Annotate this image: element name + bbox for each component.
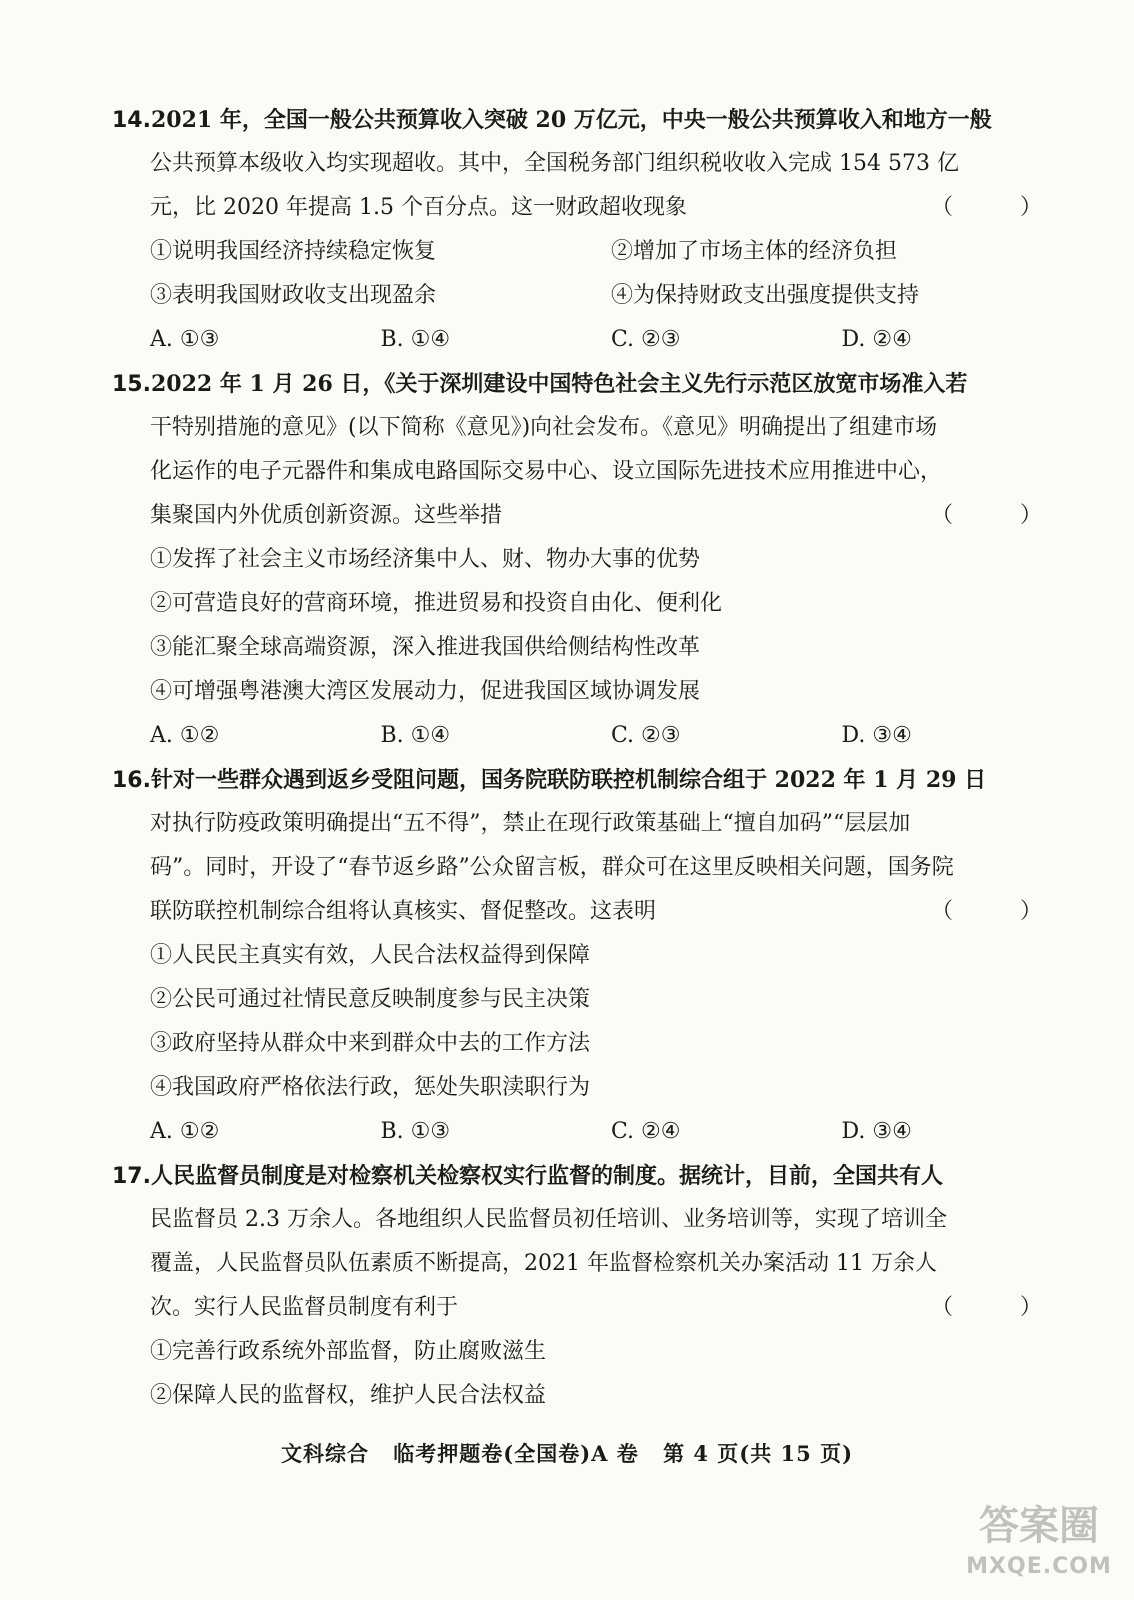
question-stem-line	[112, 142, 1072, 186]
option-item: ③政府坚持从群众中来到群众中去的工作方法	[150, 1031, 591, 1056]
question-stem-line	[112, 1242, 1072, 1286]
footer-exam-title: 临考押题卷(全国卷)A 卷	[393, 1441, 639, 1466]
question-stem-line	[112, 186, 1072, 230]
option-item: ④可增强粤港澳大湾区发展动力，促进我国区域协调发展	[150, 679, 701, 704]
question-stem-line	[112, 890, 1072, 934]
stem-text: 干特别措施的意见》(以下简称《意见》)向社会发布。《意见》明确提出了组建市场	[150, 415, 938, 440]
answer-bracket: （ ）	[931, 1295, 1072, 1320]
question-stem-line	[112, 1198, 1072, 1242]
option-item: ②保障人民的监督权，维护人民合法权益	[150, 1383, 547, 1408]
question-stem-line	[112, 450, 1072, 494]
stem-text: 对执行防疫政策明确提出“五不得”，禁止在现行政策基础上“擅自加码”“层层加	[150, 811, 911, 836]
answer-bracket: （ ）	[931, 503, 1072, 528]
question-17	[112, 1154, 1072, 1418]
question-stem-line	[112, 1286, 1072, 1330]
watermark-logo-text: 答案圈	[979, 1503, 1099, 1549]
page-footer	[0, 1438, 1134, 1468]
footer-page-number: 第 4 页(共 15 页)	[663, 1441, 854, 1466]
question-list	[112, 98, 1072, 1418]
watermark-url: MXQE.COM	[966, 1554, 1112, 1579]
option-item: ①完善行政系统外部监督，防止腐败滋生	[150, 1339, 547, 1364]
choice-a: A. ①②	[150, 723, 220, 748]
stem-text: 化运作的电子元器件和集成电路国际交易中心、设立国际先进技术应用推进中心，	[150, 459, 943, 484]
option-item: ①发挥了社会主义市场经济集中人、财、物办大事的优势	[150, 547, 701, 572]
option-row	[112, 230, 1072, 274]
question-number: 16.	[112, 768, 151, 793]
choice-b: B. ①③	[380, 1119, 451, 1144]
question-stem-line	[112, 406, 1072, 450]
question-stem-line	[112, 98, 1072, 142]
footer-subject: 文科综合	[280, 1441, 369, 1466]
choice-a: A. ①②	[150, 1119, 220, 1144]
option-item: ②可营造良好的营商环境，推进贸易和投资自由化、便利化	[150, 591, 723, 616]
choice-d: D. ③④	[841, 723, 912, 748]
question-15	[112, 362, 1072, 758]
choice-a: A. ①③	[150, 327, 220, 352]
option-item: ④为保持财政支出强度提供支持	[611, 283, 920, 308]
question-number: 17.	[112, 1164, 151, 1189]
option-item: ④我国政府严格依法行政，惩处失职渎职行为	[150, 1075, 591, 1100]
choice-c: C. ②③	[611, 327, 681, 352]
question-stem-line	[112, 758, 1072, 802]
option-item: ③能汇聚全球高端资源，深入推进我国供给侧结构性改革	[150, 635, 701, 660]
choice-c: C. ②③	[611, 723, 681, 748]
stem-text: 码”。同时，开设了“春节返乡路”公众留言板，群众可在这里反映相关问题，国务院	[150, 855, 954, 880]
question-stem-line	[112, 802, 1072, 846]
option-item: ②增加了市场主体的经济负担	[611, 239, 898, 264]
option-row	[112, 274, 1072, 318]
answer-choices	[112, 1110, 1072, 1154]
answer-bracket: （ ）	[931, 899, 1072, 924]
answer-choices	[112, 714, 1072, 758]
stem-text: 次。实行人民监督员制度有利于	[150, 1295, 459, 1320]
stem-text: 2022 年 1 月 26 日，《关于深圳建设中国特色社会主义先行示范区放宽市场准入若	[150, 371, 968, 397]
answer-bracket: （ ）	[931, 195, 1072, 220]
stem-text: 集聚国内外优质创新资源。这些举措	[150, 503, 503, 528]
stem-text: 公共预算本级收入均实现超收。其中，全国税务部门组织税收收入完成 154 573 亿	[150, 151, 959, 176]
stem-text: 覆盖，人民监督员队伍素质不断提高，2021 年监督检察机关办案活动 11 万余人	[150, 1251, 937, 1276]
question-number: 14.	[112, 108, 151, 133]
question-stem-line	[112, 1154, 1072, 1198]
stem-text: 联防联控机制综合组将认真核实、督促整改。这表明	[150, 899, 657, 924]
stem-text: 人民监督员制度是对检察机关检察权实行监督的制度。据统计，目前，全国共有人	[150, 1163, 943, 1189]
answer-choices	[112, 318, 1072, 362]
choice-b: B. ①④	[380, 723, 451, 748]
choice-b: B. ①④	[380, 327, 451, 352]
option-item: ③表明我国财政收支出现盈余	[150, 283, 437, 308]
question-stem-line	[112, 362, 1072, 406]
choice-d: D. ②④	[841, 327, 912, 352]
question-14	[112, 98, 1072, 362]
question-stem-line	[112, 494, 1072, 538]
choice-d: D. ③④	[841, 1119, 912, 1144]
question-stem-line	[112, 846, 1072, 890]
site-watermark	[964, 1500, 1114, 1592]
choice-c: C. ②④	[611, 1119, 681, 1144]
option-item: ①人民民主真实有效，人民合法权益得到保障	[150, 943, 591, 968]
question-16	[112, 758, 1072, 1154]
option-item: ②公民可通过社情民意反映制度参与民主决策	[150, 987, 591, 1012]
question-number: 15.	[112, 372, 151, 397]
stem-text: 元，比 2020 年提高 1.5 个百分点。这一财政超收现象	[150, 195, 687, 220]
option-item: ①说明我国经济持续稳定恢复	[150, 239, 437, 264]
stem-text: 2021 年，全国一般公共预算收入突破 20 万亿元，中央一般公共预算收入和地方一般	[150, 107, 992, 133]
stem-text: 针对一些群众遇到返乡受阻问题，国务院联防联控机制综合组于 2022 年 1 月 29 日	[150, 767, 987, 793]
stem-text: 民监督员 2.3 万余人。各地组织人民监督员初任培训、业务培训等，实现了培训全	[150, 1207, 947, 1232]
